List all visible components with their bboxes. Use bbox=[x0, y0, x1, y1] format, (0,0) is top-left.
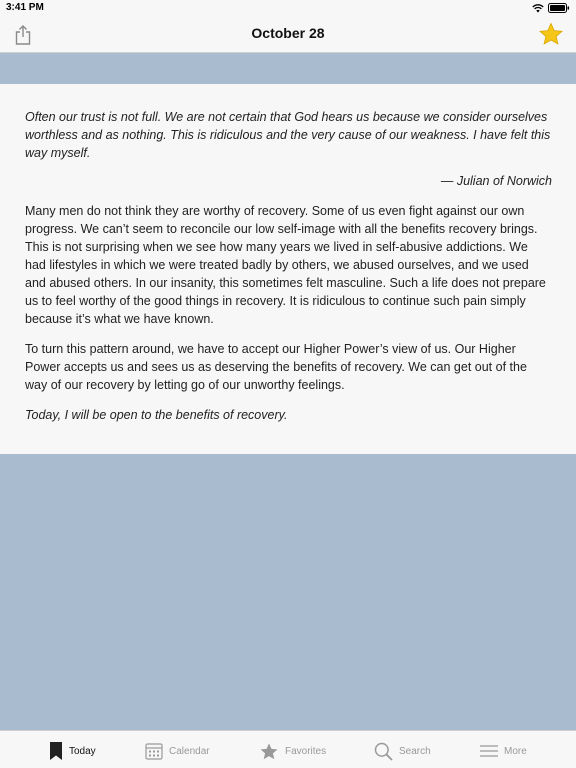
daily-meditation: Today, I will be open to the benefits of recovery. bbox=[25, 408, 288, 422]
bookmark-icon bbox=[49, 741, 63, 761]
tab-search[interactable] bbox=[374, 740, 431, 762]
tab-today[interactable] bbox=[49, 740, 96, 762]
header-band bbox=[0, 53, 576, 84]
tab-calendar[interactable] bbox=[145, 740, 210, 762]
quote-attribution: — Julian of Norwich bbox=[440, 174, 552, 188]
tab-today-label: Today bbox=[69, 745, 96, 757]
opening-quote: Often our trust is not full. We are not certain that God hears us because we consider ourselves worthless and as nothing. This is ridiculous and the very cause of our weakness. I have felt this way myself. bbox=[25, 110, 551, 160]
battery-icon bbox=[548, 3, 570, 13]
reading-paragraph-1: Many men do not think they are worthy of recovery. Some of us even fight against our own progress. We can’t seem to reconcile our low self-image with all the benefits recovery brings. This is not surprising when we see how many years we lived in self-abusive addictions. We had lifestyles in which we were treated badly by others, we abused ourselves, and we used and abused others. In our insanity, this sometimes felt masculine. Such a life does not prepare us to feel worthy of the good things in recovery. It is ridiculous to continue such pain simply because it’s what we have known. bbox=[25, 204, 546, 326]
star-icon bbox=[538, 22, 564, 46]
status-time: 3:41 PM bbox=[6, 2, 44, 13]
status-bar bbox=[0, 0, 576, 16]
tab-more[interactable] bbox=[480, 740, 527, 762]
status-indicators bbox=[532, 3, 570, 13]
favorite-button[interactable] bbox=[538, 22, 564, 46]
calendar-icon bbox=[145, 742, 163, 760]
reading-paragraph-2: To turn this pattern around, we have to accept our Higher Power’s view of us. Our Higher Power accepts us and sees us as deserving the benefits of recovery. We can get out of the way of our recovery by letting go of our unworthy feelings. bbox=[25, 342, 527, 392]
star-icon bbox=[259, 742, 279, 761]
menu-icon bbox=[480, 745, 498, 757]
tab-calendar-label: Calendar bbox=[169, 745, 210, 757]
reading-panel bbox=[0, 84, 576, 454]
tab-favorites-label: Favorites bbox=[285, 745, 327, 757]
tab-favorites[interactable] bbox=[259, 740, 326, 762]
empty-background bbox=[0, 454, 576, 730]
search-icon bbox=[374, 742, 393, 761]
tab-bar bbox=[0, 730, 576, 768]
wifi-icon bbox=[532, 4, 544, 13]
page-title: October 28 bbox=[251, 25, 325, 41]
tab-more-label: More bbox=[504, 745, 527, 757]
tab-search-label: Search bbox=[399, 745, 431, 757]
navigation-bar bbox=[0, 16, 576, 53]
